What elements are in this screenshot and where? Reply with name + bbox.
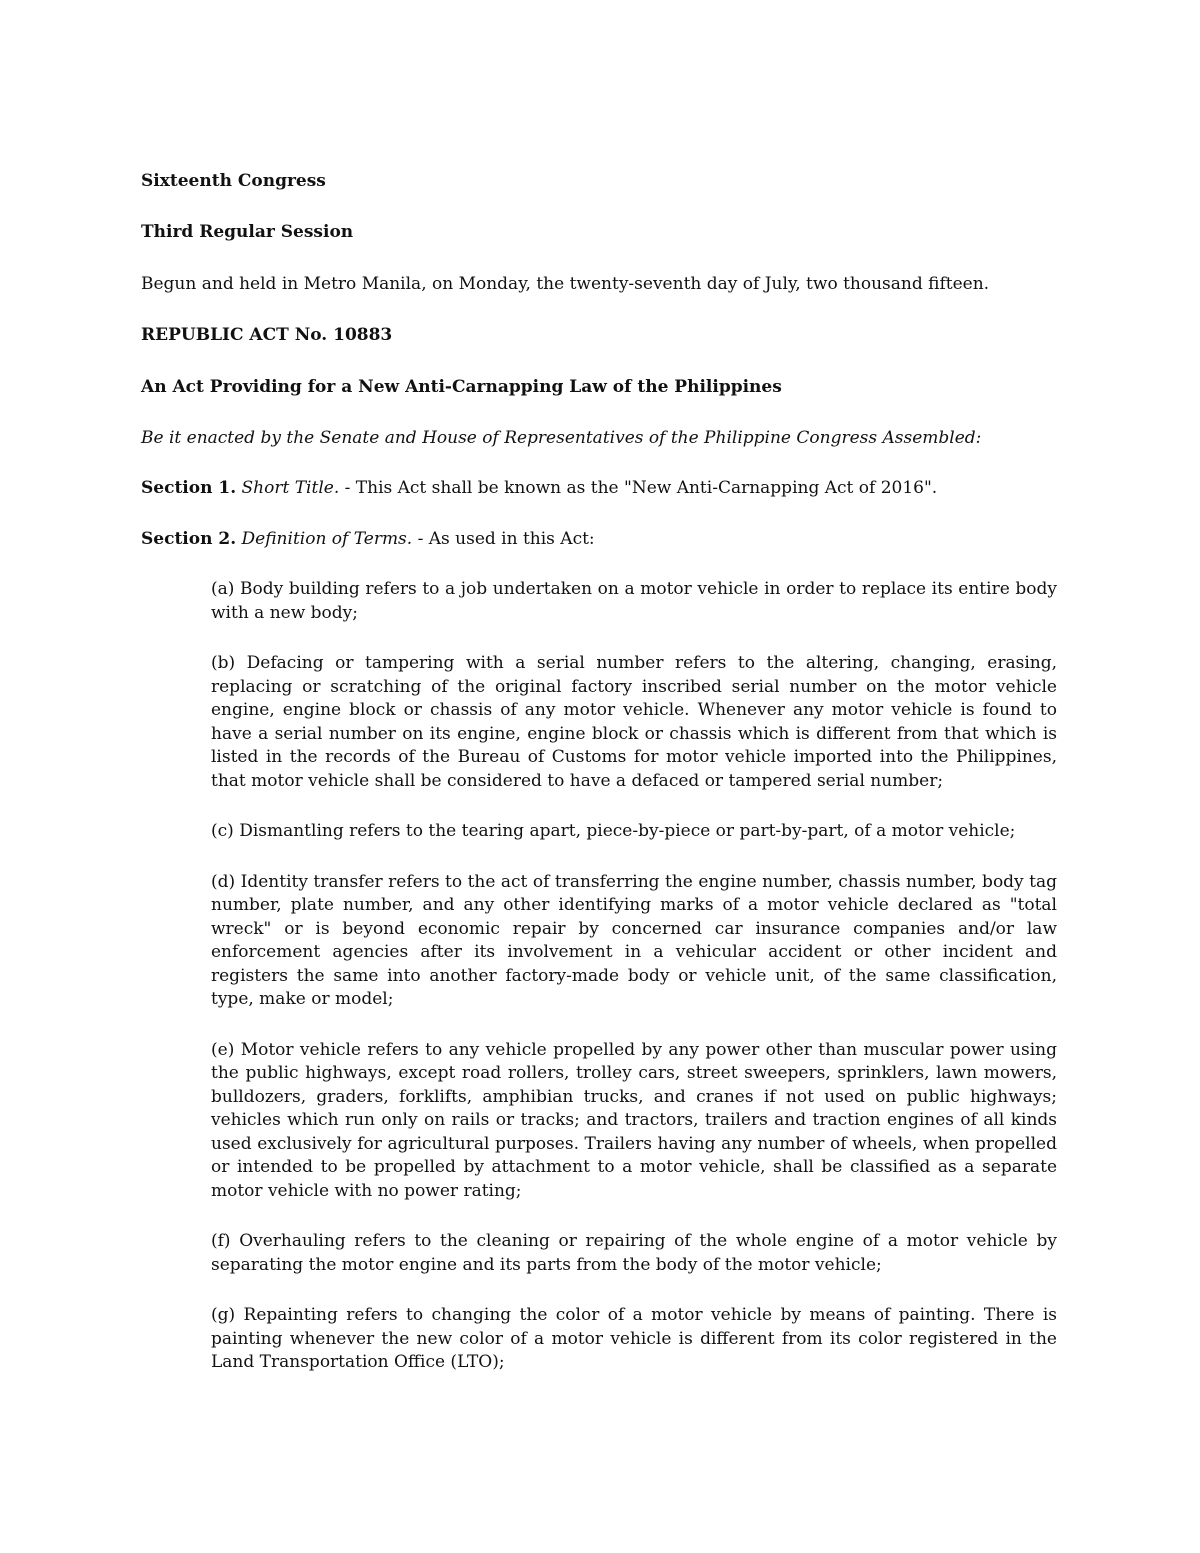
- definition-f: (f) Overhauling refers to the cleaning or repairing of the whole engine of a motor vehicle by separating the motor engine and its parts from the body of the motor vehicle;: [211, 1231, 1057, 1275]
- definition-e: (e) Motor vehicle refers to any vehicle propelled by any power other than muscular power using the public highways, except road rollers, trolley cars, street sweepers, sprinklers, lawn mowers, bulldozers, graders, forklifts, amphibian trucks, and cranes if not used on public highways; vehicles which run only on rails or tracks; and tractors, trailers and traction engines of all kinds used exclusively for agricultural purposes. Trailers having any number of wheels, when propelled or intended to be propelled by attachment to a motor vehicle, shall be classified as a separate motor vehicle with no power rating;: [211, 1039, 1057, 1201]
- begun-statement: Begun and held in Metro Manila, on Monday, the twenty-seventh day of July, two thousand fifteen.: [141, 274, 990, 294]
- definition-c: (c) Dismantling refers to the tearing apart, piece-by-piece or part-by-part, of a motor vehicle;: [211, 821, 1016, 841]
- act-title: An Act Providing for a New Anti-Carnapping Law of the Philippines: [141, 377, 782, 397]
- enacting-clause: Be it enacted by the Senate and House of Representatives of the Philippine Congress Assembled:: [141, 428, 982, 448]
- session-heading: Third Regular Session: [141, 222, 354, 242]
- definition-g: (g) Repainting refers to changing the color of a motor vehicle by means of painting. There is painting whenever the new color of a motor vehicle is different from its color registered in the Land Transportation Office (LTO);: [211, 1305, 1057, 1372]
- definitions-list: [211, 578, 1057, 1402]
- definition-b: (b) Defacing or tampering with a serial number refers to the altering, changing, erasing, replacing or scratching of the original factory inscribed serial number on the motor vehicle engine, engine block or chassis of any motor vehicle. Whenever any motor vehicle is found to have a serial number on its engine, engine block or chassis which is different from that which is listed in the records of the Bureau of Customs for motor vehicle imported into the Philippines, that motor vehicle shall be considered to have a defaced or tampered serial number;: [211, 653, 1057, 791]
- definition-d: (d) Identity transfer refers to the act of transferring the engine number, chassis number, body tag number, plate number, and any other identifying marks of a motor vehicle declared as "total wreck" or is beyond economic repair by concerned car insurance companies and/or law enforcement agencies after its involvement in a vehicular accident or other incident and registers the same into another factory-made body or vehicle unit, of the same classification, type, make or model;: [211, 871, 1057, 1009]
- section-2-text: - As used in this Act:: [412, 529, 595, 549]
- section-2: [141, 527, 595, 551]
- definition-a: (a) Body building refers to a job undertaken on a motor vehicle in order to replace its entire body with a new body;: [211, 579, 1057, 623]
- section-2-label: Section 2.: [141, 529, 237, 549]
- congress-heading: Sixteenth Congress: [141, 171, 326, 191]
- section-1-text: - This Act shall be known as the "New Anti-Carnapping Act of 2016".: [339, 478, 938, 498]
- section-1-heading: Short Title.: [241, 478, 340, 498]
- section-1-label: Section 1.: [141, 478, 237, 498]
- section-2-heading: Definition of Terms.: [241, 529, 413, 549]
- section-1: [141, 476, 937, 500]
- act-number: REPUBLIC ACT No. 10883: [141, 325, 393, 345]
